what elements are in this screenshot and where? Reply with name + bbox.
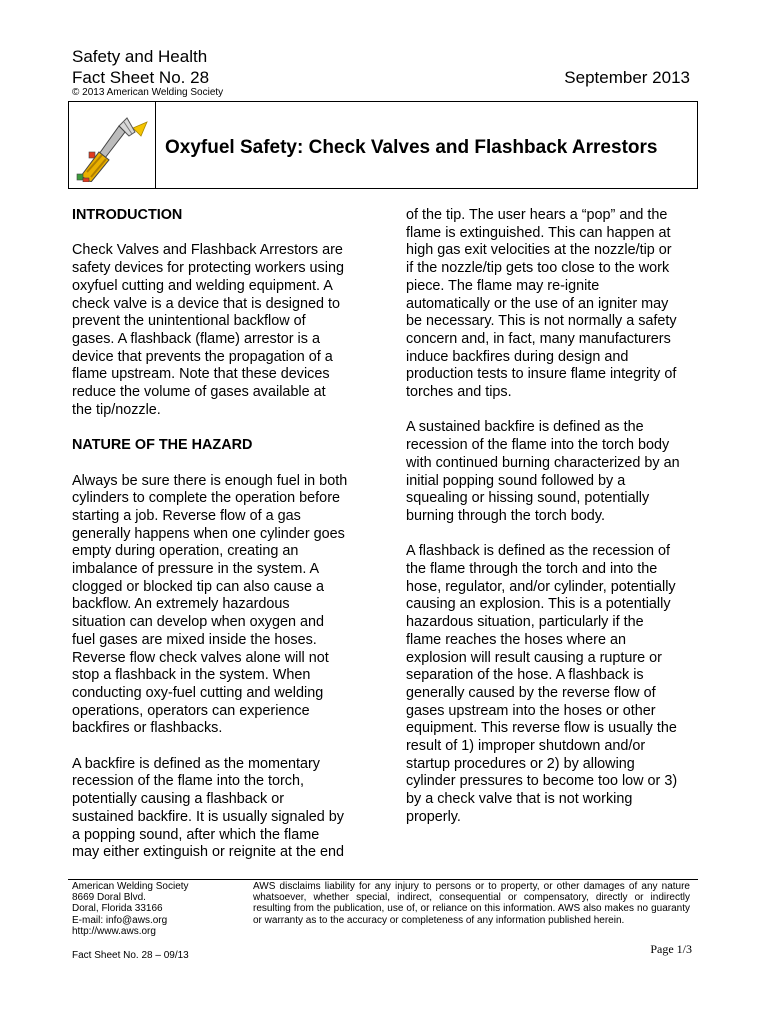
introduction-paragraph: Check Valves and Flashback Arrestors are safety devices for protecting workers using oxyfuel cutting and welding equipment. A check valve is a device that is designed to prevent the unintentional backflow of gases. A flashback (flame) arrestor is a device that prevents the propagation of a flame upstream. Note that these devices reduce the volume of gases available at the tip/nozzle. xyxy=(72,242,344,418)
footer-rule xyxy=(68,879,698,880)
introduction-heading: INTRODUCTION xyxy=(72,207,183,223)
right-column xyxy=(406,207,698,827)
header-series-title: Safety and Health xyxy=(72,47,208,66)
flashback-paragraph: A flashback is defined as the recession of the flame through the torch and into the hose, regulator, and/or cylinder, potentially causing an explosion. This is a potentially hazardous situation, particularly if the flame reaches the hoses where an explosion will result causing a rupture or separation of the hose. A flashback is generally caused by the reverse flow of gases upstream into the hoses or other equipment. This reverse flow is usually the result of 1) improper shutdown and/or startup procedures or 2) by allowing cylinder pressures to become too low or 3) by a check valve that is not working properly. xyxy=(406,543,678,825)
hazard-heading: NATURE OF THE HAZARD xyxy=(72,437,253,454)
header-fact-sheet-number: Fact Sheet No. 28 xyxy=(72,68,210,87)
left-column xyxy=(72,207,372,862)
backfire-paragraph: A backfire is defined as the momentary recession of the flame into the torch, potentially causing a flashback or sustained backfire. It is usually signaled by a popping sound, after which the flame may either extinguish or reignite at the end xyxy=(72,755,344,861)
title-box xyxy=(68,101,698,189)
backfire-continued-paragraph: of the tip. The user hears a “pop” and the flame is extinguished. This can happen at high gas exit velocities at the nozzle/tip or if the nozzle/tip gets too close to the work piece. The flame may re-ignite automatically or the use of an igniter may be necessary. This is not normally a safety concern and, in fact, many manufacturers induce backfires during design and production tests to insure flame integrity of torches and tips. xyxy=(406,207,677,401)
title-box-divider xyxy=(155,102,156,188)
footer-fact-sheet-number: Fact Sheet No. 28 – 09/13 xyxy=(72,950,189,961)
page-number: Page 1/3 xyxy=(650,942,692,956)
footer-address: American Welding Society 8669 Doral Blvd. Doral, Florida 33166 E-mail: info@aws.org http://www.aws.org xyxy=(72,881,189,937)
sustained-backfire-paragraph: A sustained backfire is defined as the recession of the flame into the torch body with continued burning characterized by an initial popping sound followed by a squealing or hissing sound, potentially burning through the torch body. xyxy=(406,419,680,524)
hazard-paragraph: Always be sure there is enough fuel in both cylinders to complete the operation before starting a job. Reverse flow of a gas generally happens when one cylinder goes empty during operation, creating an imbalance of pressure in the system. A clogged or blocked tip can also cause a backflow. An extremely hazardous situation can develop when oxygen and fuel gases are mixed inside the hoses. Reverse flow check valves alone will not stop a flashback in the system. When conducting oxy-fuel cutting and welding operations, operators can experience backfires or flashbacks. xyxy=(72,472,348,737)
header-copyright: © 2013 American Welding Society xyxy=(72,87,224,98)
footer-disclaimer: AWS disclaims liability for any injury to persons or to property, or other damages of any nature whatsoever, whether special, indirect, consequential or compensatory, directly or indirectly resulting from the publication, use of, or reliance on this information. AWS also makes no guaranty or warranty as to the accuracy or completeness of any information published herein. xyxy=(253,881,690,926)
document-title: Oxyfuel Safety: Check Valves and Flashback Arrestors xyxy=(165,137,658,158)
welding-torch-icon xyxy=(75,110,149,182)
header-date: September 2013 xyxy=(564,68,690,87)
